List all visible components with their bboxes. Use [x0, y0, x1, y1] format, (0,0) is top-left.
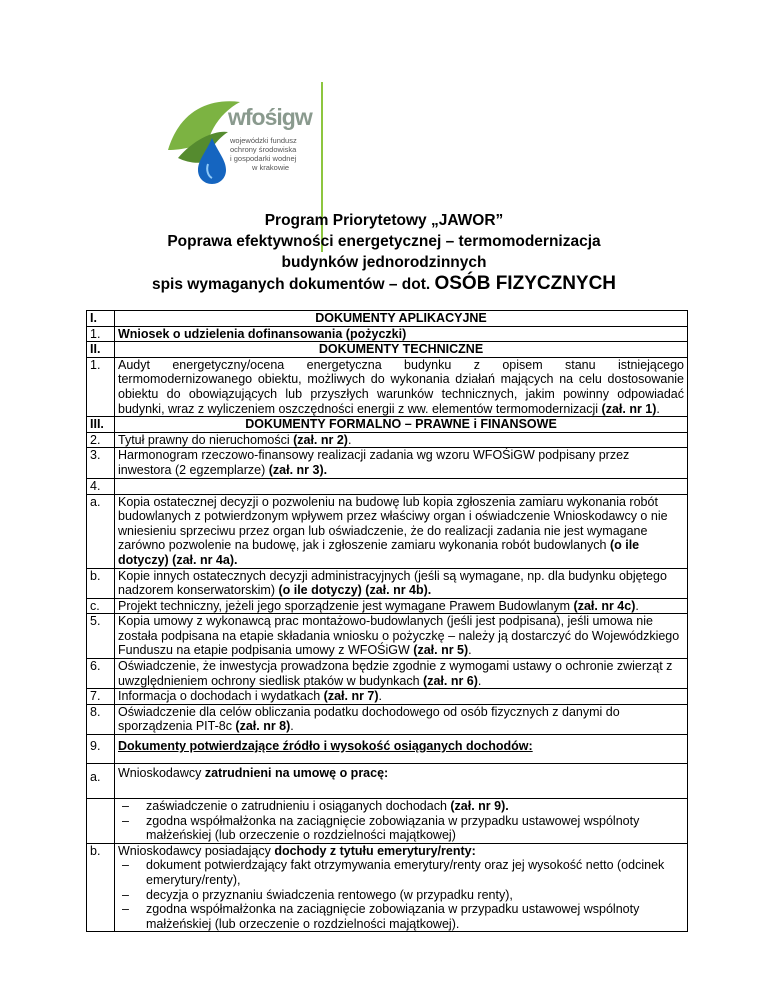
logo-caption: wojewódzki fundusz ochrony środowiska i gospodarki wodnej w krakowie: [230, 136, 297, 172]
table-row: 5. Kopia umowy z wykonawcą prac montażowo-budowlanych (jeśli jest podpisana), jeśli umowa nie została podpisana na etapie składania wniosku o pożyczkę – należy ją dostarczyć do Wojewódzkiego Funduszu na etapie podpisania umowy z WFOŚiGW (zał. nr 5).: [87, 614, 688, 659]
table-row: II. DOKUMENTY TECHNICZNE: [87, 342, 688, 358]
leaf-drop-icon: [150, 80, 340, 190]
page-title: Program Priorytetowy „JAWOR” Poprawa efektywności energetycznej – termomodernizacja budynków jednorodzinnych spis wymaganych dokumentów – dot. OSÓB FIZYCZNYCH: [151, 212, 617, 294]
table-row: I. DOKUMENTY APLIKACYJNE: [87, 311, 688, 327]
logo-name: wfośigw: [228, 104, 312, 130]
table-row: a. Wnioskodawcy zatrudnieni na umowę o pracę:: [87, 764, 688, 799]
table-row: c. Projekt techniczny, jeżeli jego sporządzenie jest wymagane Prawem Budowlanym (zał. nr 4c).: [87, 598, 688, 614]
table-row: 9. Dokumenty potwierdzające źródło i wysokość osiąganych dochodów:: [87, 735, 688, 764]
table-row: 2. Tytuł prawny do nieruchomości (zał. nr 2).: [87, 432, 688, 448]
list-item: – zgodna współmałżonka na zaciągnięcie zobowiązania w przypadku ustawowej wspólnoty małżeńskiej (lub orzeczenie o rozdzielności majątkowej).: [118, 902, 684, 931]
table-row: 1. Audyt energetyczny/ocena energetyczna budynku z opisem stanu istniejącego termomodernizowanego obiektu, możliwych do wykonania działań mających na celu dostosowanie obiektu do obowiązujących lub przyszłych warunków technicznych, jakim powinny odpowiadać budynki, wraz z wyliczeniem oszczędności energii z ww. elementów termomodernizacji (zał. nr 1).: [87, 357, 688, 416]
list-item: – zgodna współmałżonka na zaciągnięcie zobowiązania w przypadku ustawowej wspólnoty małżeńskiej (lub orzeczenie o rozdzielności majątkowej): [118, 814, 684, 843]
table-row: b. Kopie innych ostatecznych decyzji administracyjnych (jeśli są wymagane, np. dla budynku objętego nadzorem konserwatorskim) (o ile dotyczy) (zał. nr 4b).: [87, 568, 688, 598]
table-row: 8. Oświadczenie dla celów obliczania podatku dochodowego od osób fizycznych z danymi do sporządzenia PIT-8c (zał. nr 8).: [87, 704, 688, 734]
table-row: 4.: [87, 478, 688, 494]
documents-table: [86, 310, 688, 932]
table-row: III. DOKUMENTY FORMALNO – PRAWNE i FINANSOWE: [87, 417, 688, 433]
table-row: a. Kopia ostatecznej decyzji o pozwoleniu na budowę lub kopia zgłoszenia zamiaru wykonania robót budowlanych z potwierdzonym wpływem przez właściwy organ i oświadczenie Wnioskodawcy o nie wniesieniu sprzeciwu przez organ lub oświadczenie, że do realizacji zadania nie jest wymagane zarówno pozwolenie na budowę, jak i zgłoszenie zamiaru wykonania robót budowlanych (o ile dotyczy) (zał. nr 4a).: [87, 494, 688, 568]
table-row: [87, 799, 688, 844]
wfosigw-logo: [150, 80, 340, 190]
table-row: b. Wnioskodawcy posiadający dochody z tytułu emerytury/renty: – dokument potwierdzający fakt otrzymywania emerytury/renty oraz jej wysokość netto (odcinek emerytury/renty), – decyzja o przyznaniu świadczenia rentowego (w przypadku renty), – zgodna współmałżonka na zaciągnięcie zobowiązania w przypadku ustawowej wspólnoty małżeńskiej (lub orzeczenie o rozdzielności majątkowej).: [87, 843, 688, 932]
table-row: 3. Harmonogram rzeczowo-finansowy realizacji zadania wg wzoru WFOŚiGW podpisany przez inwestora (2 egzemplarze) (zał. nr 3).: [87, 448, 688, 478]
table-row: 7. Informacja o dochodach i wydatkach (zał. nr 7).: [87, 689, 688, 705]
list-item: – dokument potwierdzający fakt otrzymywania emerytury/renty oraz jej wysokość netto (odcinek emerytury/renty),: [118, 858, 684, 887]
table-row: 6. Oświadczenie, że inwestycja prowadzona będzie zgodnie z wymogami ustawy o ochronie zwierząt z uwzględnieniem ochrony siedlisk ptaków w budynkach (zał. nr 6).: [87, 659, 688, 689]
table-row: 1. Wniosek o udzielenia dofinansowania (pożyczki): [87, 326, 688, 342]
list-item: – decyzja o przyznaniu świadczenia rentowego (w przypadku renty),: [118, 888, 684, 903]
list-item: – zaświadczenie o zatrudnieniu i osiąganych dochodach (zał. nr 9).: [118, 799, 684, 814]
